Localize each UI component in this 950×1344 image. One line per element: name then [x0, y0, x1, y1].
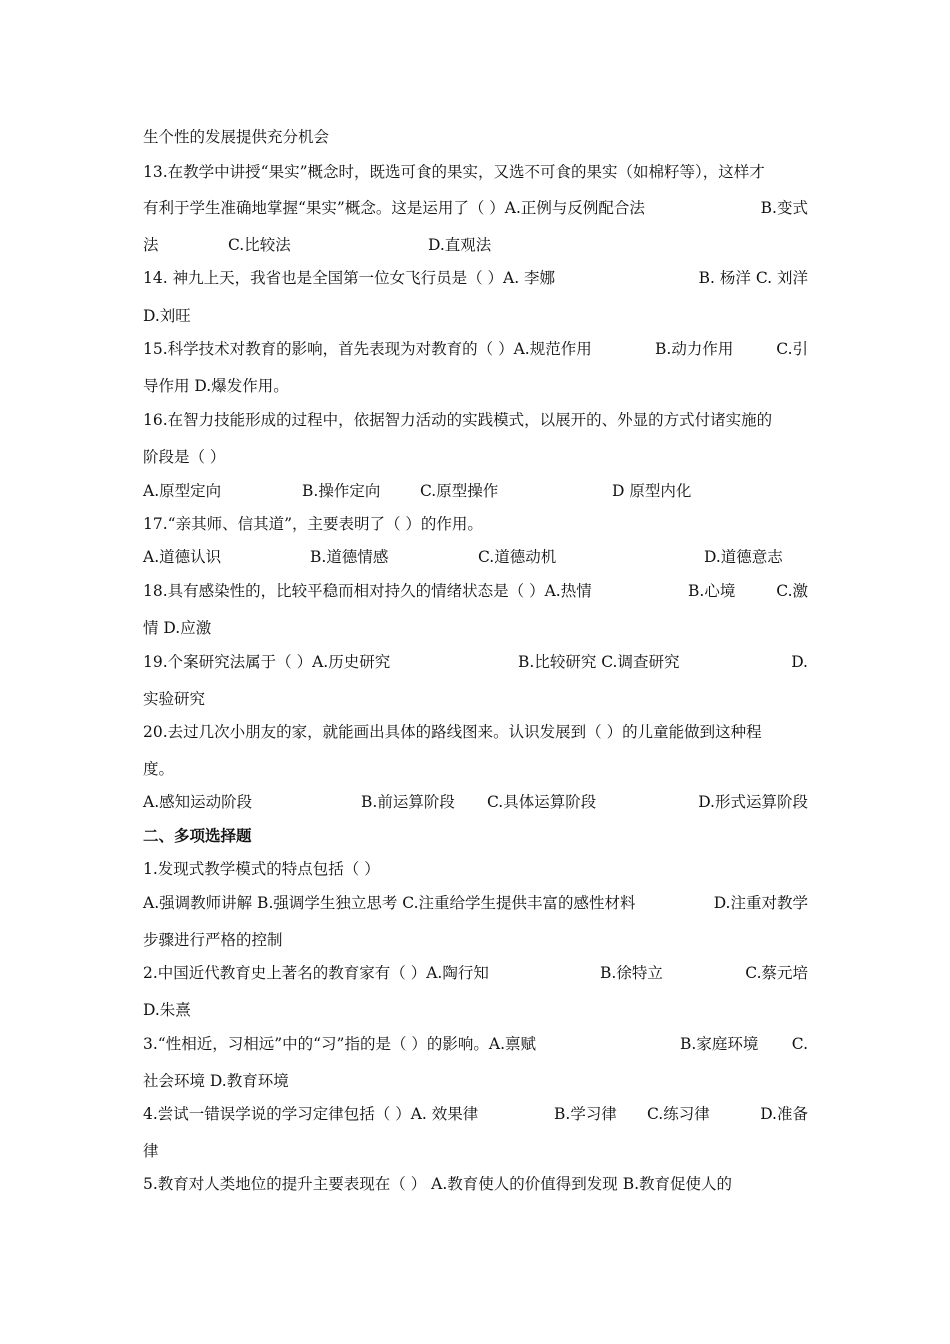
mc-question-2-line-2: D.朱熹 — [143, 1001, 191, 1019]
question-19-line-2: 实验研究 — [143, 690, 206, 708]
mc-question-1-line-3: 步骤进行严格的控制 — [143, 931, 283, 949]
mc-question-5-line-1: 5.教育对人类地位的提升主要表现在（ ） A.教育使人的价值得到发现 B.教育促使人的 — [143, 1175, 733, 1193]
option-d: D. — [791, 653, 808, 671]
option-c: C.引 — [776, 340, 808, 358]
text-line: 生个性的发展提供充分机会 — [143, 128, 330, 146]
question-19-line-1 — [143, 652, 808, 672]
question-20-line-2: 度。 — [143, 760, 175, 778]
option-a: A.道德认识 — [143, 548, 222, 566]
question-19-stem: 19.个案研究法属于（ ）A.历史研究 — [143, 653, 391, 671]
question-17-options — [143, 547, 808, 567]
question-13-line-1: 13.在教学中讲授“果实”概念时，既选可食的果实，又选不可食的果实（如棉籽等），这样才 — [143, 163, 765, 181]
option-b: B.心境 — [688, 582, 736, 600]
option-a: A.感知运动阶段 — [143, 793, 253, 811]
option-b: B.动力作用 — [655, 340, 734, 358]
option-c: C.道德动机 — [478, 548, 557, 566]
option-d: D.道德意志 — [704, 548, 783, 566]
question-13-stem: 有利于学生准确地掌握“果实”概念。这是运用了（ ）A.正例与反例配合法 — [143, 199, 645, 217]
question-18-line-1 — [143, 581, 808, 601]
mc-question-3-line-1 — [143, 1034, 808, 1054]
mc-question-4-line-1 — [143, 1104, 808, 1124]
question-16-line-1: 16.在智力技能形成的过程中，依据智力活动的实践模式，以展开的、外显的方式付诸实施的 — [143, 411, 773, 429]
question-20-options — [143, 792, 808, 812]
question-15-line-2: 导作用 D.爆发作用。 — [143, 377, 289, 395]
option-b: B.变式 — [760, 199, 808, 217]
question-17-line-1: 17.“亲其师、信其道”，主要表明了（ ）的作用。 — [143, 515, 483, 533]
option-d: D.注重对教学 — [713, 894, 808, 912]
option-d: D.形式运算阶段 — [698, 793, 808, 811]
option-b: B.道德情感 — [310, 548, 389, 566]
option-b: B.学习律 — [554, 1105, 617, 1123]
option-b: B.前运算阶段 — [361, 793, 455, 811]
options-a-b-c: A.强调教师讲解 B.强调学生独立思考 C.注重给学生提供丰富的感性材料 — [143, 894, 636, 912]
option-c: C.蔡元培 — [745, 964, 808, 982]
option-c: C.激 — [776, 582, 808, 600]
mc-question-3-line-2: 社会环境 D.教育环境 — [143, 1072, 289, 1090]
question-14-line-2: D.刘旺 — [143, 307, 191, 325]
mc-question-1-options — [143, 893, 808, 913]
option-c: C.原型操作 — [420, 482, 499, 500]
options-b-c: B.比较研究 C.调查研究 — [518, 653, 680, 671]
text-fragment: 法 — [143, 236, 159, 254]
option-b: B.徐特立 — [600, 964, 663, 982]
question-20-line-1: 20.去过几次小朋友的家，就能画出具体的路线图来。认识发展到（ ）的儿童能做到这种程 — [143, 723, 762, 741]
question-18-stem: 18.具有感染性的，比较平稳而相对持久的情绪状态是（ ）A.热情 — [143, 582, 592, 600]
question-14-stem: 14. 神九上天，我省也是全国第一位女飞行员是（ ）A. 李娜 — [143, 269, 556, 287]
option-c: C. — [791, 1035, 808, 1053]
mc-question-1-line-1: 1.发现式教学模式的特点包括（ ） — [143, 860, 380, 878]
option-c: C.具体运算阶段 — [487, 793, 597, 811]
option-d: D.准备 — [760, 1105, 808, 1123]
mc-question-4-line-2: 律 — [143, 1142, 159, 1160]
mc-question-3-stem: 3.“性相近，习相远”中的“习”指的是（ ）的影响。A.禀赋 — [143, 1035, 537, 1053]
mc-question-2-line-1 — [143, 963, 808, 983]
option-d: D 原型内化 — [612, 482, 692, 500]
question-16-options — [143, 481, 808, 501]
option-b: B.家庭环境 — [680, 1035, 759, 1053]
question-18-line-2: 情 D.应激 — [143, 619, 212, 637]
mc-question-4-stem: 4.尝试一错误学说的学习定律包括（ ）A. 效果律 — [143, 1105, 479, 1123]
question-13-line-2 — [143, 198, 808, 218]
question-15-stem: 15.科学技术对教育的影响，首先表现为对教育的（ ）A.规范作用 — [143, 340, 592, 358]
option-c: C.练习律 — [647, 1105, 710, 1123]
options-b-c: B. 杨洋 C. 刘洋 — [698, 269, 808, 287]
option-a: A.原型定向 — [143, 482, 222, 500]
question-16-line-2: 阶段是（ ） — [143, 448, 226, 466]
question-14-line-1 — [143, 268, 808, 288]
question-15-line-1 — [143, 339, 808, 359]
option-b: B.操作定向 — [302, 482, 381, 500]
mc-question-2-stem: 2.中国近代教育史上著名的教育家有（ ）A.陶行知 — [143, 964, 489, 982]
section-heading: 二、多项选择题 — [143, 826, 252, 845]
option-c: C.比较法 — [228, 236, 291, 254]
question-13-line-3 — [143, 235, 808, 255]
option-d: D.直观法 — [428, 236, 492, 254]
